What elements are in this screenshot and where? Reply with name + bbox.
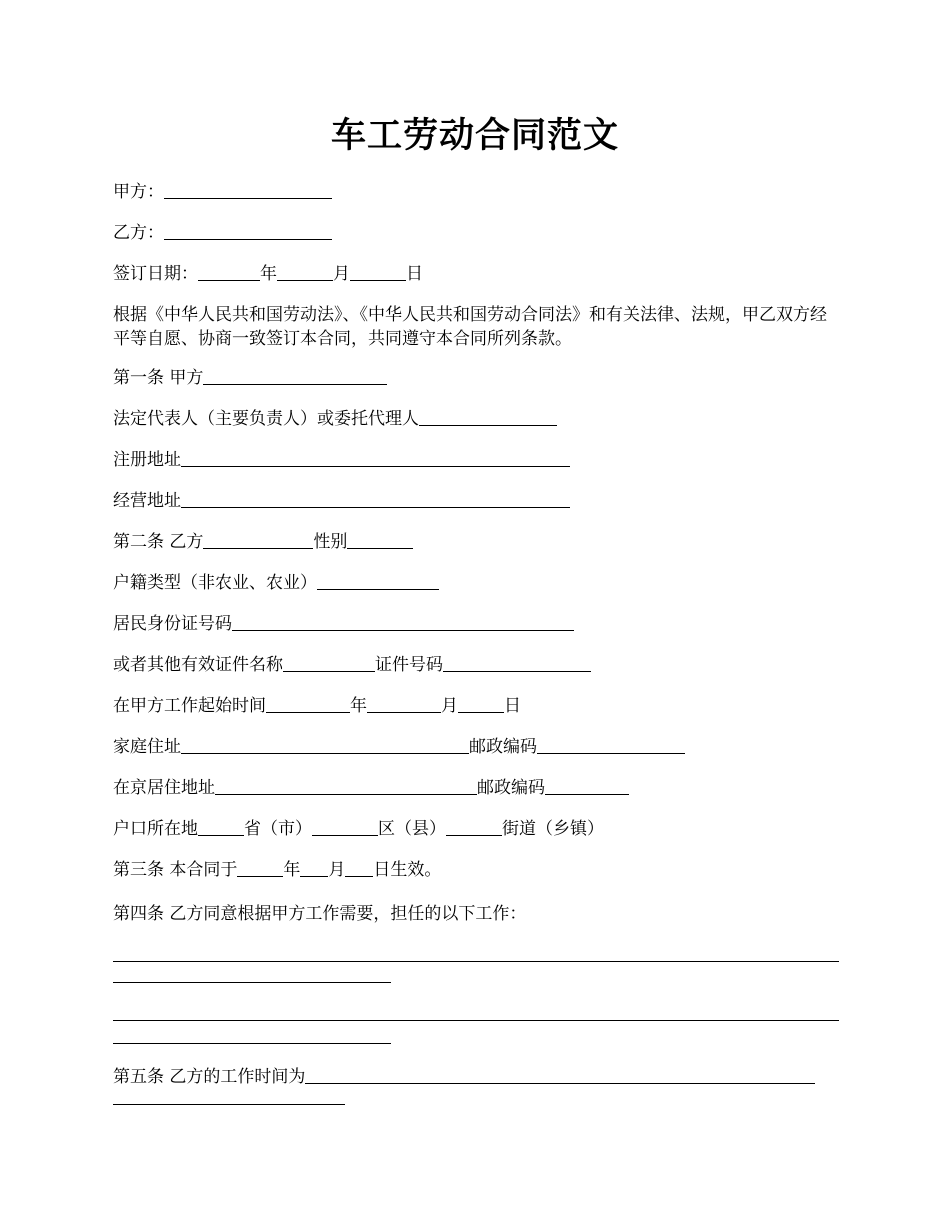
effective-year-label: 年 [283, 860, 301, 880]
province-label: 省（市） [244, 819, 312, 839]
party-b-blank[interactable] [164, 221, 332, 240]
start-month-label: 月 [441, 696, 458, 716]
street-blank[interactable] [446, 817, 502, 836]
article5-label: 第五条 乙方的工作时间为 [113, 1067, 306, 1087]
effective-day-blank[interactable] [345, 858, 373, 877]
effective-month-label: 月 [328, 860, 346, 880]
street-label: 街道（乡镇） [502, 819, 604, 839]
article1-label: 第一条 甲方 [113, 368, 204, 388]
beijing-address-blank[interactable] [215, 776, 477, 795]
hukou-line [113, 817, 843, 841]
gender-label: 性别 [313, 532, 348, 552]
id-number-blank[interactable] [232, 612, 574, 631]
sign-date-line [113, 262, 843, 286]
postal-code-2-label: 邮政编码 [477, 778, 545, 798]
party-b-label: 乙方： [113, 223, 164, 243]
household-type-label: 户籍类型（非农业、农业） [113, 573, 317, 593]
other-cert-label: 或者其他有效证件名称 [113, 655, 283, 675]
other-cert-blank[interactable] [283, 653, 375, 672]
cert-number-label: 证件号码 [375, 655, 443, 675]
beijing-address-label: 在京居住地址 [113, 778, 215, 798]
id-number-line [113, 612, 843, 636]
postal-code-1-label: 邮政编码 [469, 737, 537, 757]
home-address-blank[interactable] [181, 735, 469, 754]
beijing-address-line [113, 776, 843, 800]
party-a-label: 甲方： [113, 182, 164, 202]
effective-month-blank[interactable] [300, 858, 328, 877]
start-year-blank[interactable] [266, 694, 350, 713]
party-a-blank[interactable] [164, 180, 332, 199]
household-type-blank[interactable] [317, 571, 439, 590]
article4-blank-line-1[interactable] [113, 961, 839, 962]
hukou-label: 户口所在地 [113, 819, 198, 839]
article3-label: 第三条 本合同于 [113, 860, 238, 880]
start-time-label: 在甲方工作起始时间 [113, 696, 266, 716]
document-title: 车工劳动合同范文 [330, 115, 619, 156]
household-type-line [113, 571, 843, 595]
registered-address-label: 注册地址 [113, 450, 181, 470]
sign-year-blank[interactable] [198, 262, 260, 281]
district-blank[interactable] [312, 817, 378, 836]
sign-day-label: 日 [406, 264, 423, 284]
sign-month-blank[interactable] [277, 262, 333, 281]
party-b-line [113, 221, 843, 245]
registered-address-line [113, 448, 843, 472]
start-time-line [113, 694, 843, 718]
preamble-paragraph: 根据《中华人民共和国劳动法》、《中华人民共和国劳动合同法》和有关法律、法规，甲乙双方经平等自愿、协商一致签订本合同，共同遵守本合同所列条款。 [113, 305, 827, 349]
article2-label: 第二条 乙方 [113, 532, 204, 552]
gender-blank[interactable] [347, 530, 413, 549]
registered-address-blank[interactable] [181, 448, 570, 467]
party-a-line [113, 180, 843, 204]
party-a-name-blank[interactable] [203, 366, 387, 385]
sign-date-label: 签订日期： [113, 264, 198, 284]
article4-blank-line-3[interactable] [113, 1020, 839, 1021]
party-b-name-blank[interactable] [203, 530, 313, 549]
start-month-blank[interactable] [367, 694, 441, 713]
business-address-blank[interactable] [181, 489, 570, 508]
article5-blank-line-2[interactable] [113, 1104, 345, 1105]
start-day-blank[interactable] [458, 694, 504, 713]
postal-code-1-blank[interactable] [537, 735, 685, 754]
sign-day-blank[interactable] [350, 262, 406, 281]
work-time-blank[interactable] [305, 1065, 815, 1084]
postal-code-2-blank[interactable] [545, 776, 629, 795]
home-address-label: 家庭住址 [113, 737, 181, 757]
district-label: 区（县） [378, 819, 446, 839]
article4-blank-line-4[interactable] [113, 1043, 391, 1044]
home-address-line [113, 735, 843, 759]
other-cert-line [113, 653, 843, 677]
representative-line [113, 407, 843, 431]
effective-day-label: 日生效。 [373, 860, 442, 880]
article5-line [113, 1065, 843, 1089]
article3-line [113, 858, 843, 882]
id-number-label: 居民身份证号码 [113, 614, 232, 634]
representative-blank[interactable] [419, 407, 557, 426]
province-blank[interactable] [198, 817, 244, 836]
sign-month-label: 月 [333, 264, 350, 284]
article4-blank-line-2[interactable] [113, 982, 391, 983]
sign-year-label: 年 [260, 264, 277, 284]
representative-label: 法定代表人（主要负责人）或委托代理人 [113, 409, 419, 429]
business-address-line [113, 489, 843, 513]
business-address-label: 经营地址 [113, 491, 181, 511]
article1-line [113, 366, 843, 390]
article4-line: 第四条 乙方同意根据甲方工作需要，担任的以下工作： [113, 904, 527, 924]
effective-year-blank[interactable] [237, 858, 283, 877]
cert-number-blank[interactable] [443, 653, 591, 672]
start-day-label: 日 [504, 696, 521, 716]
article2-line [113, 530, 843, 554]
start-year-label: 年 [350, 696, 367, 716]
